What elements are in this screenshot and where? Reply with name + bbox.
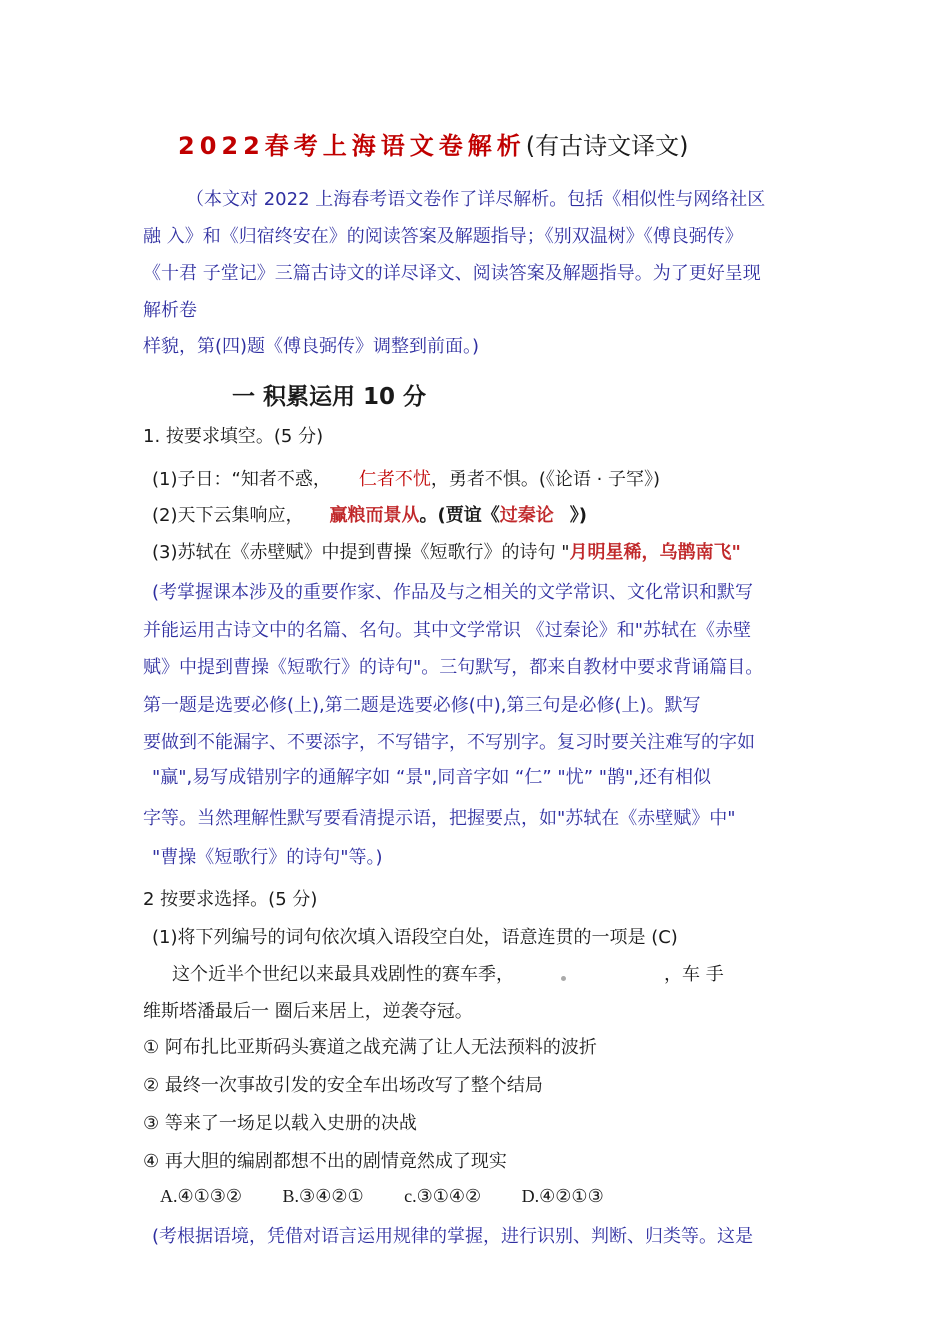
section-heading: 一 积累运用 10 分: [232, 384, 427, 410]
q2-options: [160, 1186, 640, 1207]
q2-passage-1-b: ，车 手: [664, 964, 724, 985]
q2-item-4: ④ 再大胆的编剧都想不出的剧情竟然成了现实: [143, 1151, 507, 1172]
q2-subquestion: (1)将下列编号的词句依次填入语段空白处，语意连贯的一项是 (C): [152, 927, 678, 948]
title-main: 2022春考上海语文卷解析: [178, 132, 526, 160]
intro-line-5: 样貌，第(四)题《傅良弼传》调整到前面。): [143, 336, 480, 357]
q2-item-3: ③ 等来了一场足以载入史册的决战: [143, 1113, 417, 1134]
intro-line-2: 融 入》和《归宿终安在》的阅读答案及解题指导；《别双温树》《傅良弼传》: [143, 226, 743, 247]
q1-item-2-mid: 。(贾谊《: [419, 505, 500, 526]
stray-mark: [561, 976, 566, 981]
option-c: c.③①④②: [404, 1186, 482, 1206]
q1-note-6: "赢",易写成错别字的通解字如 “景",同音字如 “仁” "忧” "鹊",还有相似: [152, 767, 712, 788]
intro-line-1: （本文对 2022 上海春考语文卷作了详尽解析。包括《相似性与网络社区: [186, 189, 766, 210]
q1-item-1-prefix: (1)子日：“知者不惑，: [152, 469, 331, 490]
q1-note-4: 第一题是选要必修(上),第二题是选要必修(中),第三句是必修(上)。默写: [143, 695, 701, 716]
q2-passage-1-a: 这个近半个世纪以来最具戏剧性的赛车季，: [172, 964, 514, 985]
q2-heading: 2 按要求选择。(5 分): [143, 889, 318, 910]
q1-item-2-prefix: (2)天下云集响应，: [152, 505, 304, 526]
intro-line-4: 解析卷: [143, 300, 197, 321]
q1-item-1-suffix: ，勇者不惧。(《论语 · 子罕》): [430, 469, 661, 490]
q1-note-7: 字等。当然理解性默写要看清提示语，把握要点，如"苏轼在《赤壁赋》中": [143, 808, 736, 829]
q1-note-1: (考掌握课本涉及的重要作家、作品及与之相关的文学常识、文化常识和默写: [152, 582, 754, 603]
q1-note-3: 赋》中提到曹操《短歌行》的诗句"。三句默写，都来自教材中要求背诵篇目。: [143, 657, 764, 678]
q1-item-2-suffix: 》): [569, 505, 587, 526]
q1-item-3-answer: 月明星稀，乌鹊南飞": [569, 542, 741, 563]
q2-passage-1: [172, 963, 724, 987]
q1-item-1: [152, 468, 660, 492]
title-sub: (有古诗文译文): [525, 132, 689, 160]
option-d: D.④②①③: [521, 1186, 604, 1206]
document-title: [178, 130, 689, 162]
q2-note: (考根据语境，凭借对语言运用规律的掌握，进行识别、判断、归类等。这是: [152, 1226, 754, 1247]
option-a: A.④①③②: [160, 1186, 243, 1206]
q1-note-8: "曹操《短歌行》的诗句"等。): [152, 847, 383, 868]
q2-passage-2: 维斯塔潘最后一 圈后来居上，逆袭夺冠。: [143, 1001, 473, 1022]
q1-item-2: [152, 504, 587, 528]
q1-item-3-prefix: (3)苏轼在《赤壁赋》中提到曹操《短歌行》的诗句 ": [152, 542, 570, 563]
q1-item-2-answer: 赢粮而景从: [329, 505, 420, 526]
q2-item-2: ② 最终一次事故引发的安全车出场改写了整个结局: [143, 1075, 543, 1096]
q1-item-1-answer: 仁者不忧: [358, 469, 431, 490]
q1-note-2: 并能运用古诗文中的名篇、名句。其中文学常识 《过秦论》和"苏轼在《赤壁: [143, 620, 751, 641]
q2-item-1: ① 阿布扎比亚斯码头赛道之战充满了让人无法预料的波折: [143, 1037, 597, 1058]
q1-note-5: 要做到不能漏字、不要添字，不写错字，不写别字。复习时要关注难写的字如: [143, 732, 755, 753]
option-b: B.③④②①: [282, 1186, 364, 1206]
q1-item-3: [152, 541, 741, 565]
q1-item-2-answer-2: 过秦论: [499, 505, 554, 526]
intro-line-3: 《十君 子堂记》三篇古诗文的详尽译文、阅读答案及解题指导。为了更好呈现: [143, 263, 761, 284]
q1-heading: 1. 按要求填空。(5 分): [143, 426, 324, 447]
